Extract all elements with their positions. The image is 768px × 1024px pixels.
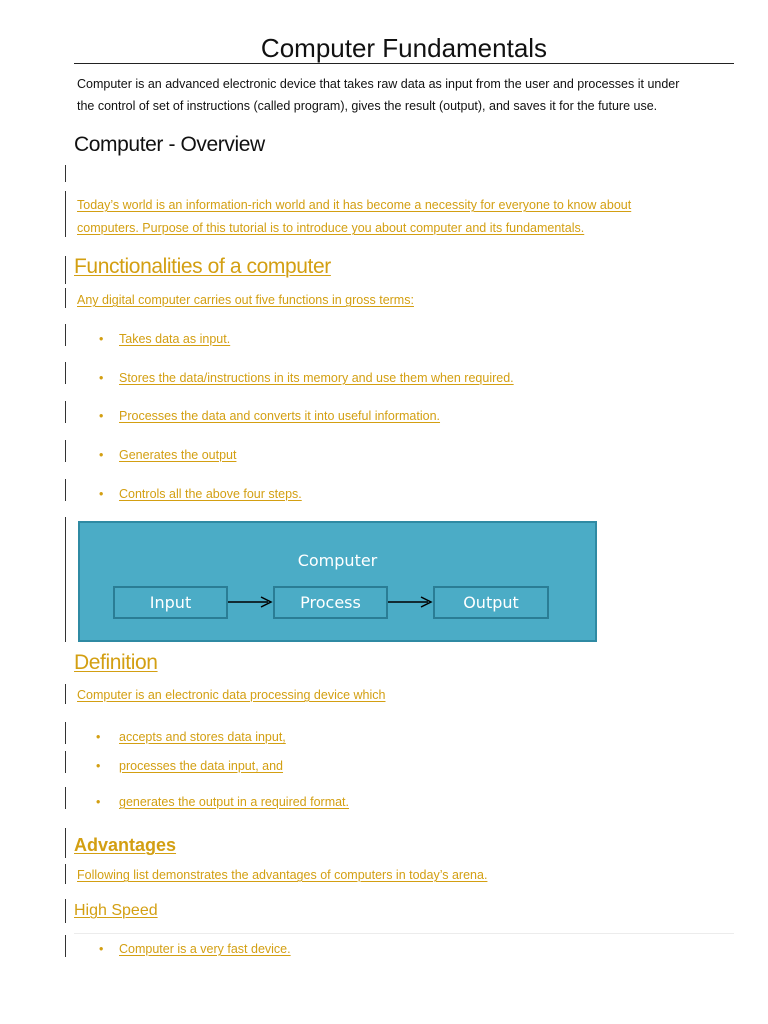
title-underline — [74, 63, 734, 64]
list-item[interactable]: • Generates the output — [99, 448, 237, 462]
process-box: Process — [273, 586, 388, 619]
bullet-icon: • — [99, 409, 104, 423]
bullet-icon: • — [99, 942, 104, 956]
bullet-icon: • — [96, 759, 101, 773]
list-item[interactable]: • Computer is a very fast device. — [99, 942, 291, 956]
list-item[interactable]: • Controls all the above four steps. — [99, 487, 302, 501]
arrow-input-to-process-icon — [228, 597, 271, 607]
change-bar — [65, 324, 66, 346]
functionalities-intro[interactable]: Any digital computer carries out five functions in gross terms: — [77, 293, 414, 307]
overview-heading: Computer - Overview — [74, 133, 265, 156]
change-bar — [65, 787, 66, 809]
change-bar — [65, 165, 66, 182]
change-bar — [65, 479, 66, 501]
change-bar — [65, 288, 66, 308]
output-box: Output — [433, 586, 549, 619]
intro-line-1: Computer is an advanced electronic device that takes raw data as input from the user and processes it under — [77, 77, 680, 91]
overview-line-2[interactable]: computers. Purpose of this tutorial is to introduce you about computer and its fundamentals. — [77, 221, 585, 235]
change-bar — [65, 828, 66, 858]
overview-line-1[interactable]: Today’s world is an information-rich world and it has become a necessity for everyone to know about — [77, 198, 632, 212]
overview-paragraph[interactable] — [77, 194, 737, 240]
high-speed-heading[interactable]: High Speed — [74, 902, 158, 919]
advantages-intro[interactable]: Following list demonstrates the advantages of computers in today’s arena. — [77, 868, 488, 882]
bullet-icon: • — [99, 332, 104, 346]
computer-diagram — [78, 521, 597, 642]
definition-heading[interactable]: Definition — [74, 651, 158, 674]
change-bar — [65, 864, 66, 884]
list-item[interactable]: • Processes the data and converts it into useful information. — [99, 409, 441, 423]
change-bar — [65, 401, 66, 423]
change-bar — [65, 751, 66, 773]
list-item[interactable]: • generates the output in a required format. — [96, 795, 350, 809]
definition-intro[interactable]: Computer is an electronic data processing device which — [77, 688, 386, 702]
intro-paragraph — [77, 73, 737, 117]
input-box: Input — [113, 586, 228, 619]
list-item[interactable]: • processes the data input, and — [96, 759, 284, 773]
change-bar — [65, 722, 66, 744]
diagram-title: Computer — [297, 551, 378, 570]
change-bar — [65, 362, 66, 384]
bullet-icon: • — [96, 730, 101, 744]
change-bar — [65, 684, 66, 704]
bullet-icon: • — [96, 795, 101, 809]
advantages-heading[interactable]: Advantages — [74, 835, 177, 855]
change-bar — [65, 256, 66, 284]
bullet-icon: • — [99, 487, 104, 501]
change-bar — [65, 191, 66, 237]
document-title: Computer Fundamentals — [260, 33, 548, 63]
functionalities-heading[interactable]: Functionalities of a computer — [74, 255, 331, 278]
intro-line-2: the control of set of instructions (called program), gives the result (output), and saves it for the future use. — [77, 99, 658, 113]
bullet-icon: • — [99, 448, 104, 462]
change-bar — [65, 935, 66, 957]
change-bar — [65, 899, 66, 923]
change-bar — [65, 440, 66, 462]
diagram-arrows — [80, 523, 595, 640]
list-item[interactable]: • Takes data as input. — [99, 332, 231, 346]
bullet-icon: • — [99, 371, 104, 385]
section-divider — [74, 933, 734, 934]
list-item[interactable]: • Stores the data/instructions in its memory and use them when required. — [99, 371, 514, 385]
list-item[interactable]: • accepts and stores data input, — [96, 730, 286, 744]
change-bar — [65, 517, 66, 642]
arrow-process-to-output-icon — [388, 597, 431, 607]
